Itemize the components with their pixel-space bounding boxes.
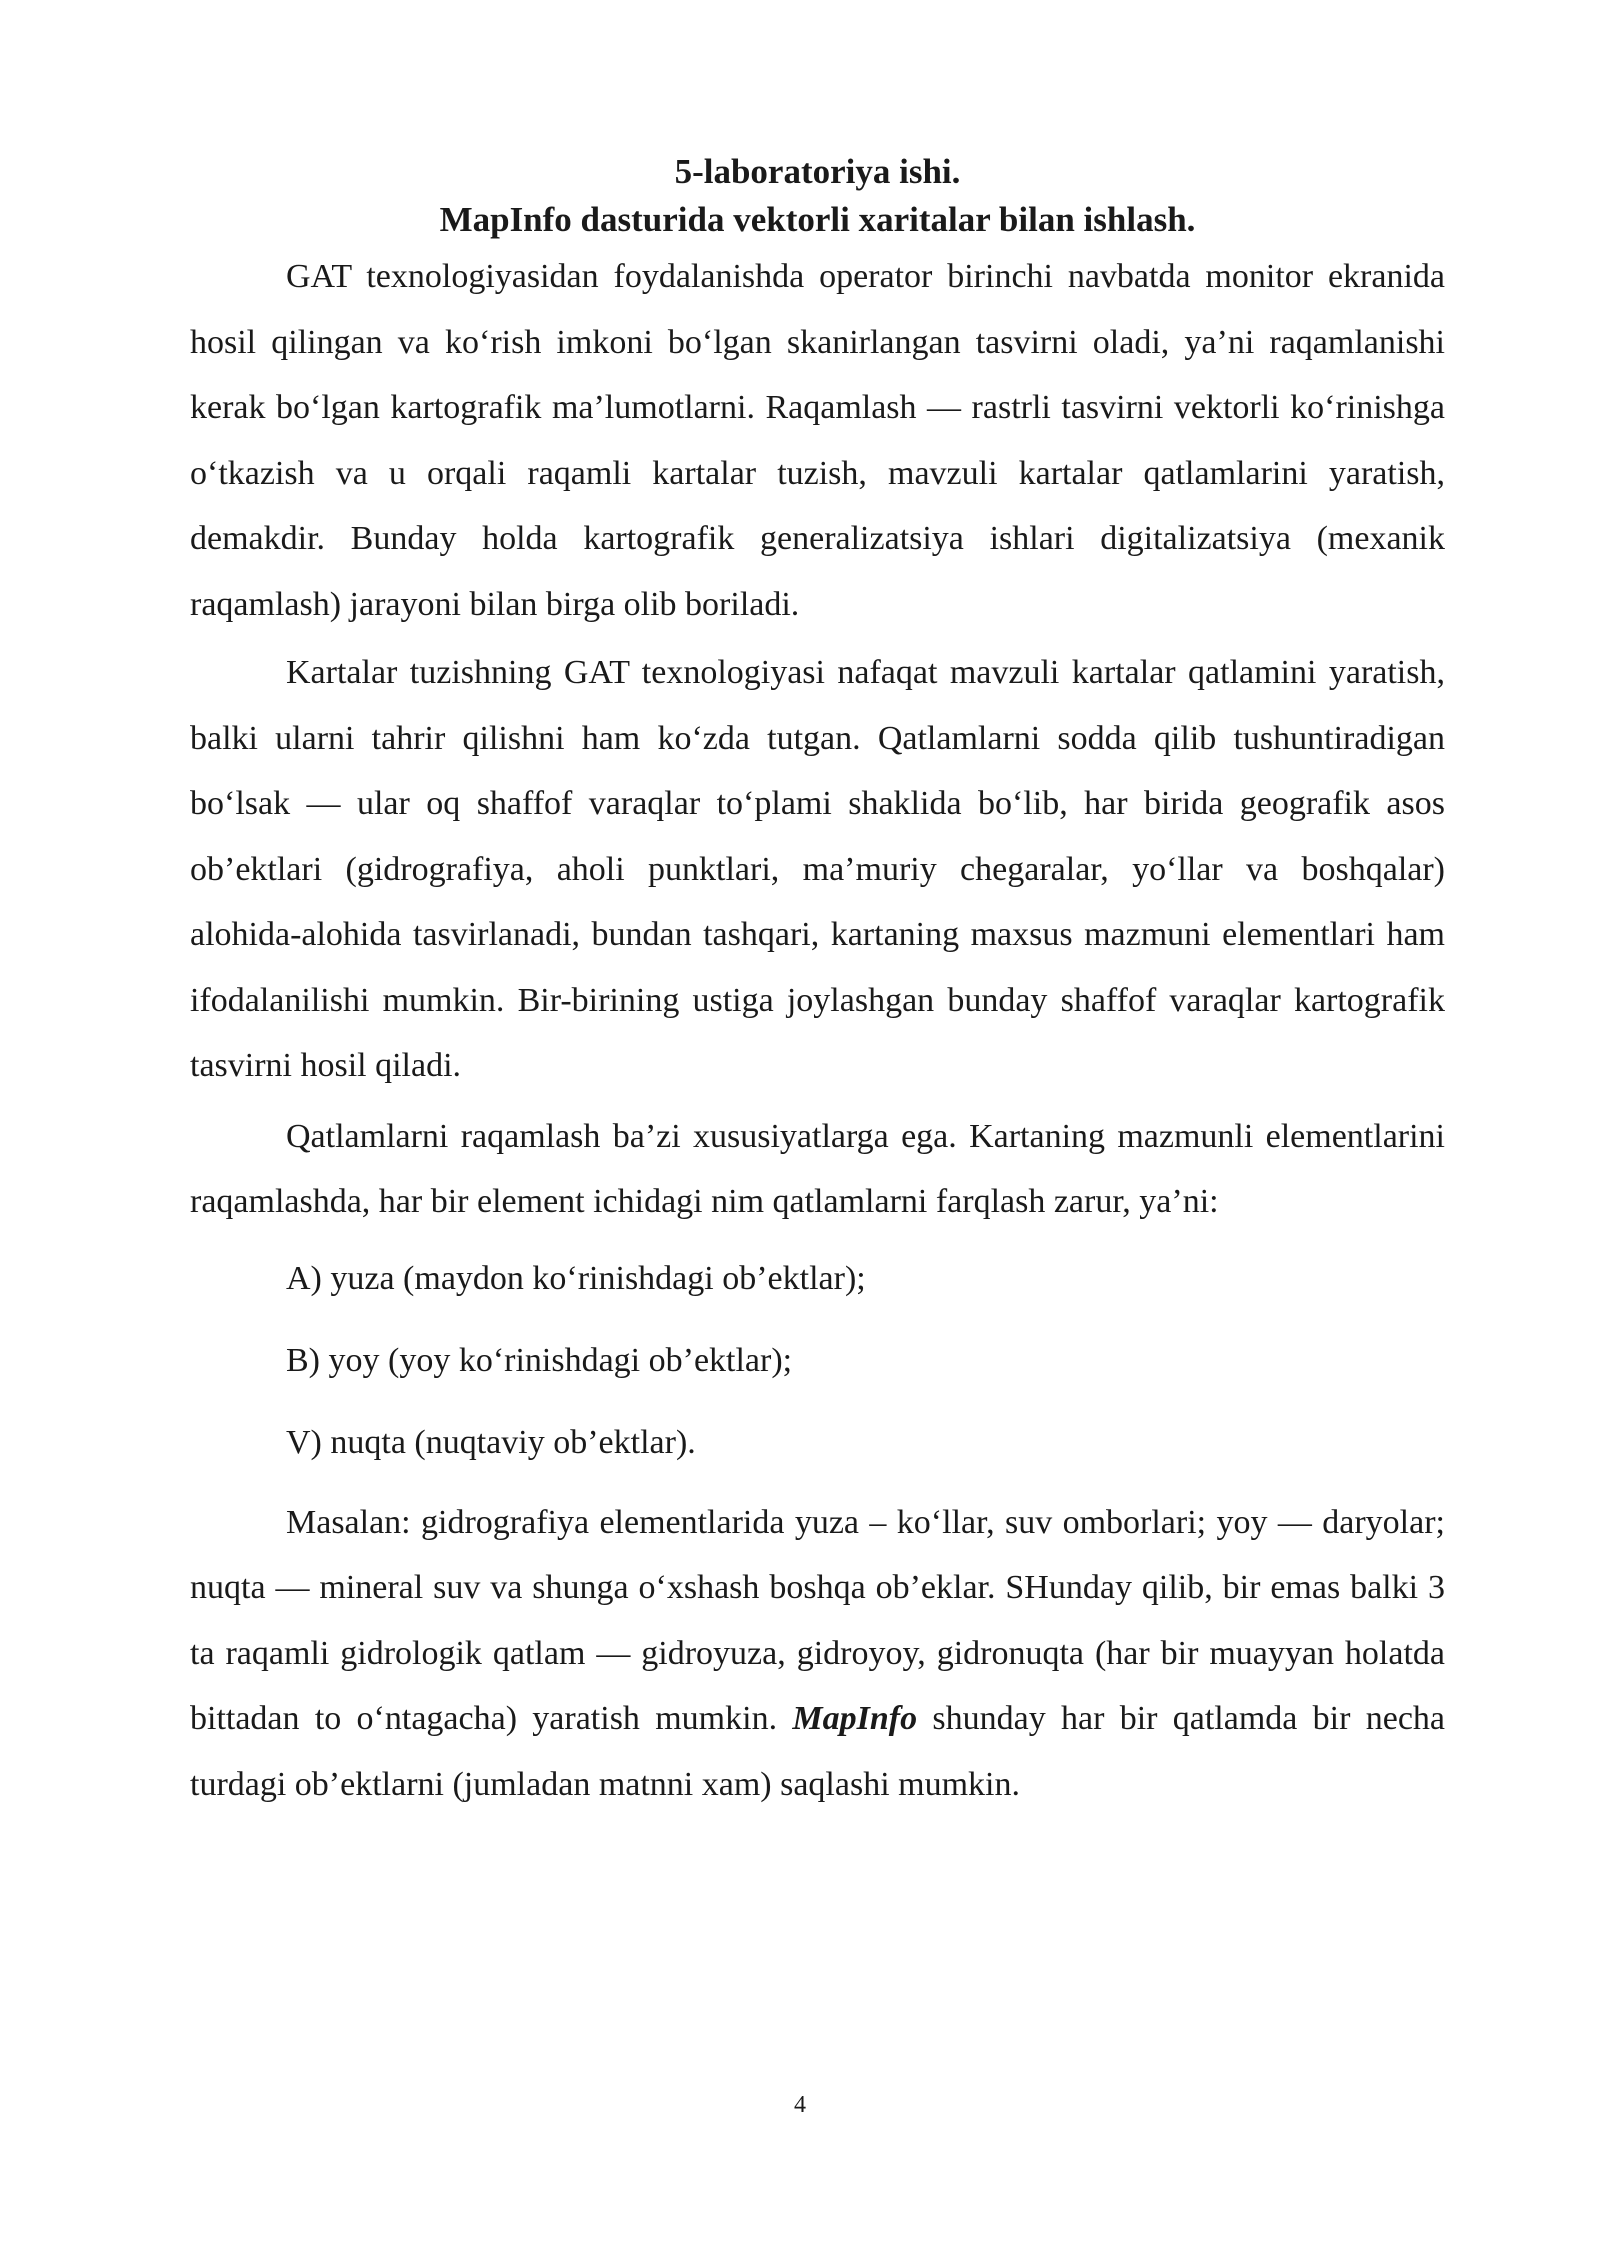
paragraph-hydrography-text-start: Masalan: gidrografiya elementlarida yuza – ko‘llar, suv omborlari; yoy — daryolar; nuqta — mineral suv va shunga o‘xshash boshqa ob’eklar. SHunday qilib, bir emas balki 3 ta raqamli gidrologik qatlam — gidroyuza, gidroyoy, gidronuqta (har bir muayyan holatda bittadan to o‘ntagacha) yaratish mumkin.	[190, 1503, 1445, 1737]
page-number: 4	[794, 2092, 806, 2118]
paragraph-layers-explanation: Kartalar tuzishning GAT texnologiyasi nafaqat mavzuli kartalar qatlamini yaratish, balki ularni tahrir qilishni ham ko‘zda tutgan. Qatlamlarni sodda qilib tushuntiradigan bo‘lsak — ular oq shaffof varaqlar to‘plami shaklida bo‘lib, har birida geografik asos ob’ektlari (gidrografiya, aholi punktlari, ma’muriy chegaralar, yo‘llar va boshqalar) alohida-alohida tasvirlanadi, bundan tashqari, kartaning maxsus mazmuni elementlari ham ifodalanilishi mumkin. Bir-birining ustiga joylashgan bunday shaffof varaqlar kartografik tasvirni hosil qiladi.	[190, 654, 1445, 1084]
list-item-point: V) nuqta (nuqtaviy ob’ektlar).	[286, 1423, 696, 1461]
paragraph-digitization-intro: GAT texnologiyasidan foydalanishda operator birinchi navbatda monitor ekranida hosil qilingan va ko‘rish imkoni bo‘lgan skanirlangan tasvirni oladi, ya’ni raqamlanishi kerak bo‘lgan kartografik ma’lumotlarni. Raqamlash — rastrli tasvirni vektorli ko‘rinishga o‘tkazish va u orqali raqamli kartalar tuzish, mavzuli kartalar qatlamlarini yaratish, demakdir. Bunday holda kartografik generalizatsiya ishlari digitalizatsiya (mexanik raqamlash) jarayoni bilan birga olib boriladi.	[190, 258, 1445, 623]
mapinfo-emphasis: MapInfo	[792, 1700, 918, 1737]
list-item-arc: B) yoy (yoy ko‘rinishdagi ob’ektlar);	[286, 1341, 793, 1379]
list-item-area: A) yuza (maydon ko‘rinishdagi ob’ektlar);	[286, 1259, 866, 1297]
paragraph-hydrography-text-end: shunday har bir qatlamda bir necha turdagi ob’ektlarni (jumladan matnni xam) saqlashi mumkin.	[190, 1700, 1446, 1803]
lab-subtitle: MapInfo dasturida vektorli xaritalar bilan ishlash.	[439, 200, 1196, 239]
paragraph-layer-features: Qatlamlarni raqamlash ba’zi xususiyatlarga ega. Kartaning mazmunli elementlarini raqamlashda, har bir element ichidagi nim qatlamlarni farqlash zarur, ya’ni:	[190, 1117, 1445, 1220]
page-content	[190, 148, 1445, 1817]
lab-title: 5-laboratoriya ishi.	[674, 152, 961, 191]
paragraph-hydrography-example	[190, 1490, 1445, 1818]
